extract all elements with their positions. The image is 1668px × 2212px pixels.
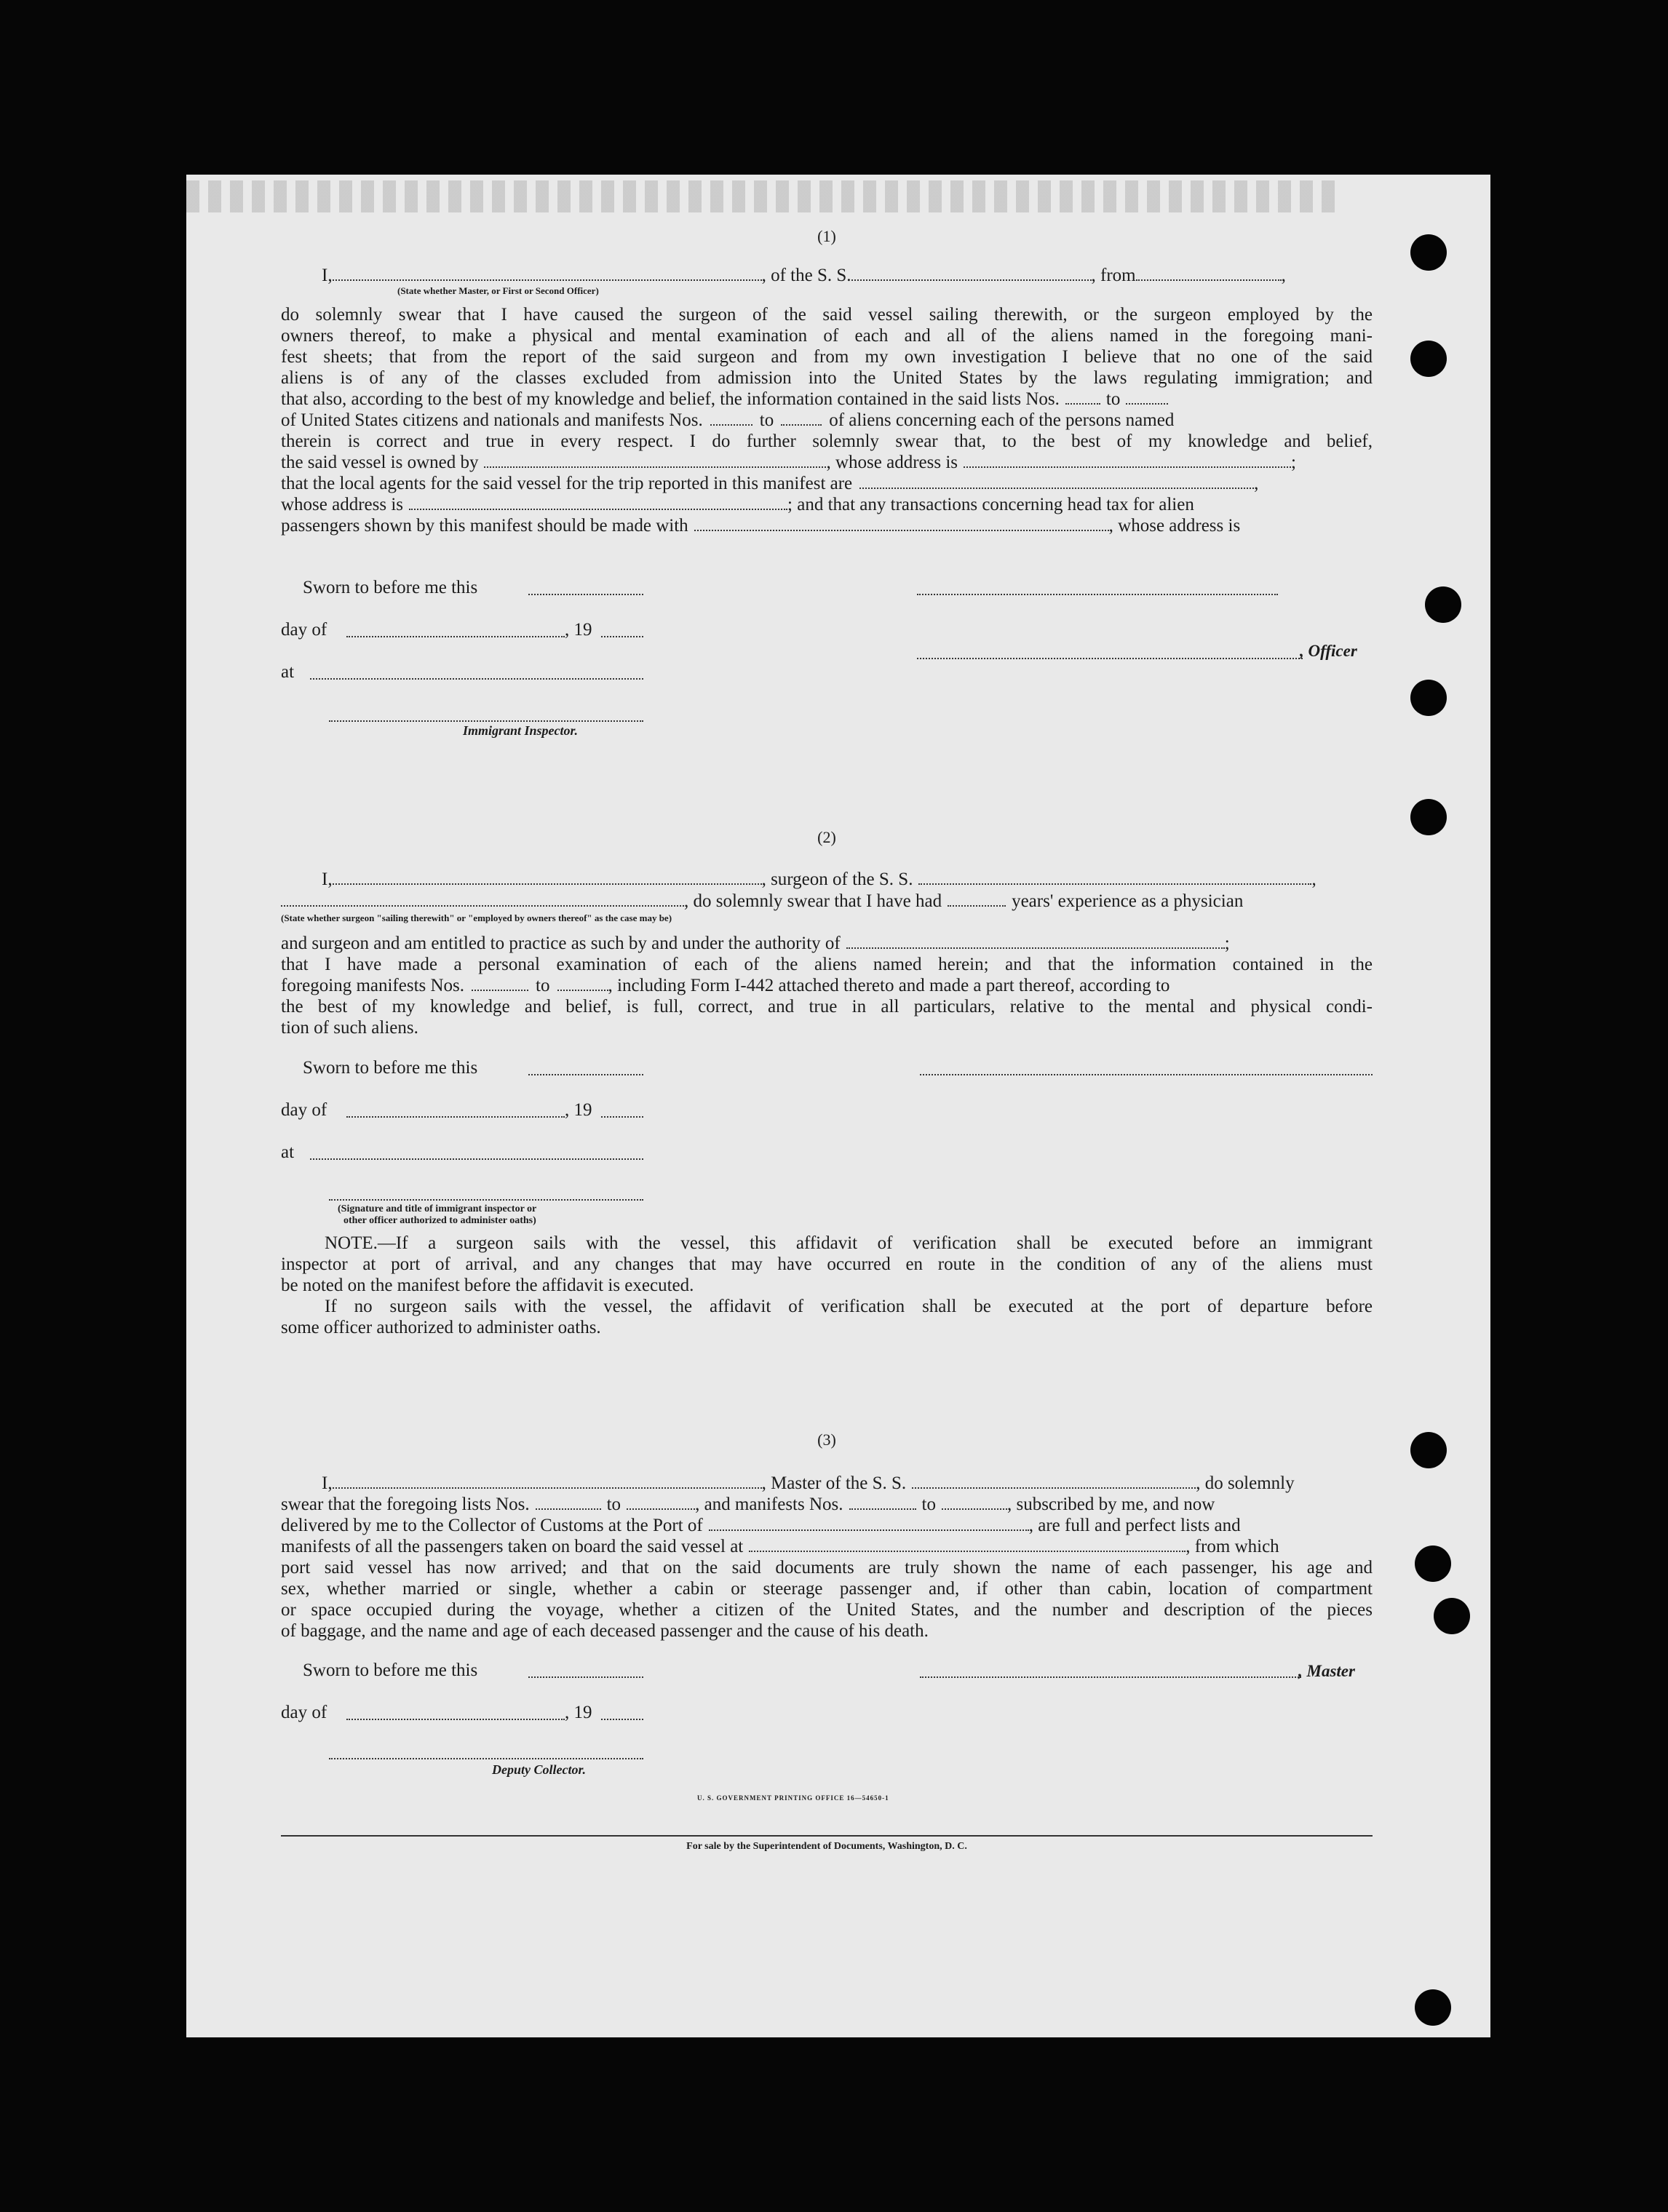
- affidavit-3-line: delivered by me to the Collector of Customs at the Port of , are full and perfect lists and: [281, 1516, 1241, 1535]
- affidavit-1-line: therein is correct and true in every respect. I do further solemnly swear that, to the best of my knowledge and belief,: [281, 431, 1373, 451]
- affidavit-2-line: and surgeon and am entitled to practice as such by and under the authority of ;: [281, 934, 1230, 953]
- sworn-date-line: [528, 1675, 643, 1678]
- year-line: [601, 1717, 643, 1720]
- officer-name-line: [917, 656, 1303, 659]
- affidavit-3-line: manifests of all the passengers taken on board the said vessel at , from which: [281, 1537, 1279, 1556]
- officer-rank-note: (State whether Master, or First or Second Officer): [397, 285, 599, 296]
- officer-caption: , Officer: [1300, 642, 1357, 660]
- day-label: day of: [281, 1100, 327, 1120]
- affidavit-1-line-1: I, , of the S. S. , from ,: [322, 266, 1286, 285]
- section-number: (3): [817, 1431, 836, 1449]
- affidavit-1-line: aliens is of any of the classes excluded from admission into the United States by the laws regulating immigration; and: [281, 368, 1373, 388]
- surgeon-signature-line: [920, 1073, 1373, 1075]
- at-label: at: [281, 1142, 295, 1162]
- sworn-label: Sworn to before me this: [303, 578, 478, 597]
- year-label: , 19: [565, 620, 592, 640]
- punch-hole: [1415, 1545, 1451, 1582]
- affidavit-1-line: passengers shown by this manifest should be made with , whose address is: [281, 516, 1241, 536]
- affidavit-1-line: of United States citizens and nationals and manifests Nos. to of aliens concerning each of the persons named: [281, 410, 1175, 430]
- day-label: day of: [281, 620, 327, 640]
- note-paragraph-line: NOTE.—If a surgeon sails with the vessel, this affidavit of verification shall be executed before an immigrant: [325, 1233, 1373, 1253]
- affidavit-2-line-2: , do solemnly swear that I have had years' experience as a physician: [281, 891, 1373, 912]
- note-paragraph-line: inspector at port of arrival, and any changes that may have occurred en route in the condition of any of the aliens must: [281, 1254, 1373, 1274]
- sworn-date-line: [528, 592, 643, 595]
- note-paragraph-line: some officer authorized to administer oaths.: [281, 1318, 601, 1337]
- affidavit-3-line: port said vessel has now arrived; and that on the said documents are truly shown the name of each passenger, his age and: [281, 1558, 1373, 1578]
- place-line: [310, 677, 643, 680]
- day-line: [346, 1717, 565, 1720]
- note-paragraph-line: If no surgeon sails with the vessel, the affidavit of verification shall be executed at the port of departure before: [325, 1297, 1373, 1316]
- year-line: [601, 1115, 643, 1118]
- affidavit-3-line: sex, whether married or single, whether a cabin or steerage passenger and, if other than cabin, location of compartment: [281, 1579, 1373, 1599]
- affidavit-1-line: owners thereof, to make a physical and mental examination of each and all of the aliens named in the foregoing mani-: [281, 326, 1373, 346]
- surgeon-status-note: (State whether surgeon "sailing therewith" or "employed by owners thereof" as the case may be): [281, 912, 672, 923]
- affidavit-1-line: whose address is ; and that any transactions concerning head tax for alien: [281, 495, 1194, 514]
- deputy-signature-line: [329, 1757, 643, 1759]
- affidavit-1-line: fest sheets; that from the report of the said surgeon and from my own investigation I believe that no one of the said: [281, 347, 1373, 367]
- day-line: [346, 634, 565, 637]
- sworn-date-line: [528, 1073, 643, 1075]
- footer-rule: [281, 1835, 1373, 1837]
- bleed-through-text: [186, 180, 1336, 212]
- master-signature-line: [920, 1675, 1301, 1678]
- affidavit-3-line: or space occupied during the voyage, whether a citizen of the United States, and the number and description of the pieces: [281, 1600, 1373, 1620]
- sworn-label: Sworn to before me this: [303, 1660, 478, 1680]
- year-line: [601, 634, 643, 637]
- affidavit-3-line: swear that the foregoing lists Nos. to , and manifests Nos. to , subscribed by me, and now: [281, 1495, 1215, 1514]
- year-label: , 19: [565, 1703, 592, 1722]
- inspector-signature-line: [329, 719, 643, 722]
- affidavit-1-line: do solemnly swear that I have caused the surgeon of the said vessel sailing therewith, or the surgeon employed by the: [281, 305, 1373, 325]
- note-paragraph-line: be noted on the manifest before the affidavit is executed.: [281, 1276, 694, 1295]
- affidavit-2-line: tion of such aliens.: [281, 1018, 418, 1038]
- inspector-signature-line: [329, 1198, 643, 1201]
- footer-text: For sale by the Superintendent of Documents, Washington, D. C.: [686, 1841, 967, 1852]
- inspector-signature-note: other officer authorized to administer oaths): [343, 1215, 536, 1226]
- deputy-caption: Deputy Collector.: [492, 1762, 586, 1777]
- sworn-label: Sworn to before me this: [303, 1058, 478, 1078]
- inspector-signature-note: (Signature and title of immigrant inspector or: [338, 1204, 537, 1214]
- punch-hole: [1415, 1989, 1451, 2026]
- year-label: , 19: [565, 1100, 592, 1120]
- master-caption: , Master: [1298, 1662, 1355, 1680]
- place-line: [310, 1157, 643, 1160]
- affidavit-1-line: the said vessel is owned by , whose address is ;: [281, 453, 1296, 472]
- punch-hole: [1410, 799, 1447, 835]
- affidavit-1-line: that also, according to the best of my knowledge and belief, the information contained in the said lists Nos. to: [281, 389, 1373, 410]
- affidavit-2-line-1: I, , surgeon of the S. S. ,: [322, 870, 1316, 889]
- day-label: day of: [281, 1703, 327, 1722]
- at-label: at: [281, 662, 295, 682]
- punch-hole: [1410, 234, 1447, 271]
- affidavit-2-line: that I have made a personal examination of each of the aliens named herein; and that the information contained in the: [281, 955, 1373, 974]
- printing-office-line: U. S. GOVERNMENT PRINTING OFFICE 16—54650-1: [697, 1794, 889, 1802]
- punch-hole: [1410, 1432, 1447, 1468]
- section-number: (2): [817, 828, 836, 846]
- punch-hole: [1410, 341, 1447, 377]
- section-number: (1): [817, 227, 836, 245]
- affidavit-1-line: that the local agents for the said vessel for the trip reported in this manifest are ,: [281, 474, 1259, 493]
- officer-signature-line: [917, 592, 1278, 595]
- inspector-caption: Immigrant Inspector.: [463, 723, 579, 738]
- day-line: [346, 1115, 565, 1118]
- punch-hole: [1410, 680, 1447, 716]
- punch-hole: [1434, 1598, 1470, 1634]
- affidavit-2-line: foregoing manifests Nos. to , including Form I-442 attached thereto and made a part thereof, according to: [281, 976, 1170, 995]
- affidavit-2-line: the best of my knowledge and belief, is full, correct, and true in all particulars, relative to the mental and physical condi-: [281, 997, 1373, 1017]
- punch-hole: [1425, 586, 1461, 623]
- affidavit-3-line: of baggage, and the name and age of each deceased passenger and the cause of his death.: [281, 1621, 929, 1641]
- affidavit-3-line-1: I, , Master of the S. S. , do solemnly: [322, 1473, 1295, 1493]
